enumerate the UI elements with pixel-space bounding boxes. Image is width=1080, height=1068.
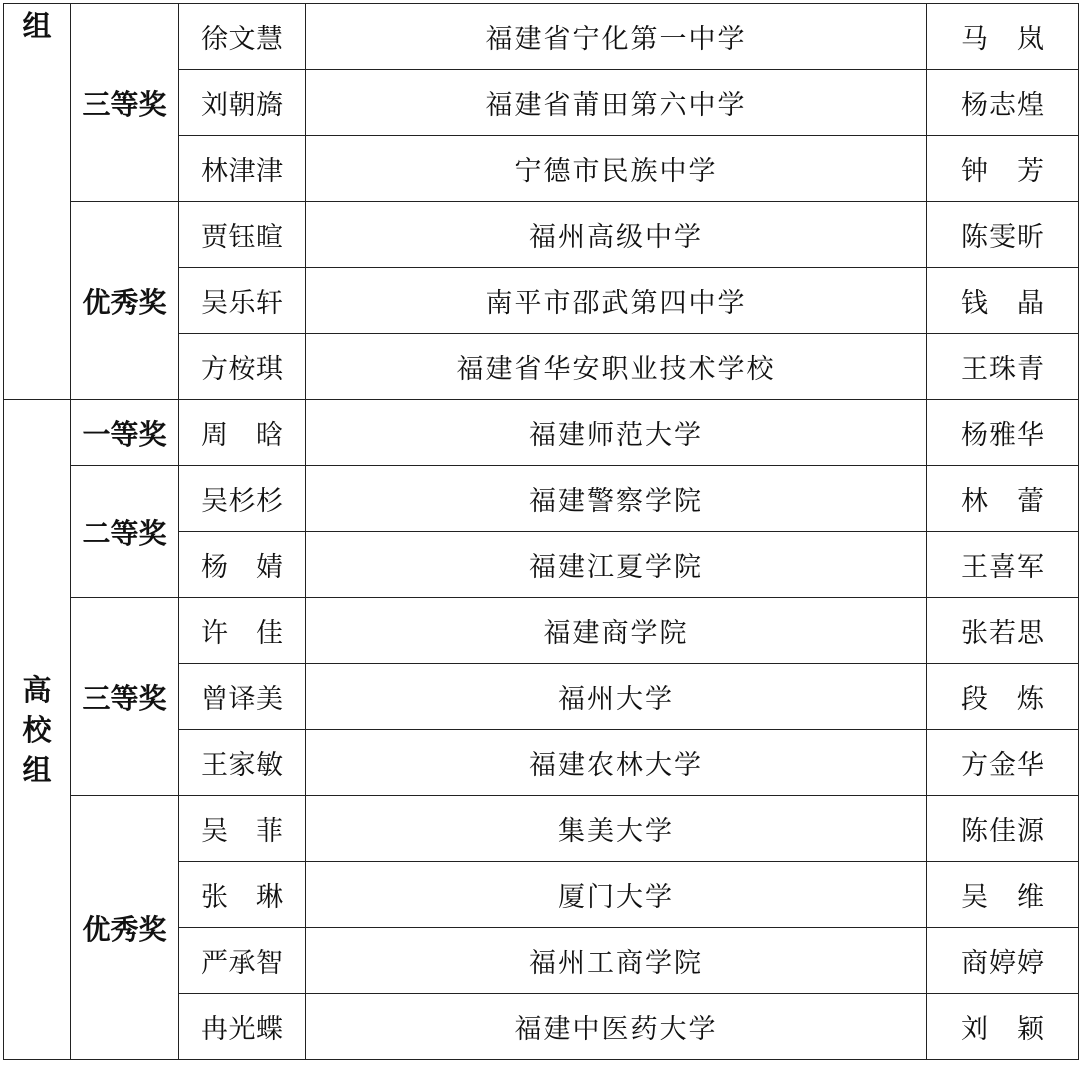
school-cell: 福州工商学院: [306, 928, 927, 994]
school-cell: 福建警察学院: [306, 466, 927, 532]
advisor-cell: 王珠青: [927, 334, 1079, 400]
table-row: [4, 796, 1079, 862]
school-cell: 福建师范大学: [306, 400, 927, 466]
advisor-cell: 刘颖: [927, 994, 1079, 1060]
school-cell: 福建省宁化第一中学: [306, 4, 927, 70]
student-name-cell: 徐文慧: [179, 4, 306, 70]
advisor-cell: 陈雯昕: [927, 202, 1079, 268]
student-name-cell: 杨婧: [179, 532, 306, 598]
student-name-cell: 王家敏: [179, 730, 306, 796]
table-row: [4, 466, 1079, 532]
school-cell: 福州大学: [306, 664, 927, 730]
student-name-cell: 许佳: [179, 598, 306, 664]
advisor-cell: 钟芳: [927, 136, 1079, 202]
student-name-cell: 曾译美: [179, 664, 306, 730]
group-char: 高: [22, 672, 52, 707]
award-level-cell: 三等奖: [71, 598, 179, 796]
group-char: 组: [22, 9, 52, 43]
award-level-cell: 优秀奖: [71, 202, 179, 400]
advisor-cell: 段炼: [927, 664, 1079, 730]
advisor-cell: 方金华: [927, 730, 1079, 796]
award-level-cell: 一等奖: [71, 400, 179, 466]
advisor-cell: 杨志煌: [927, 70, 1079, 136]
student-name-cell: 贾钰暄: [179, 202, 306, 268]
advisor-cell: 林蕾: [927, 466, 1079, 532]
student-name-cell: 严承智: [179, 928, 306, 994]
student-name-cell: 刘朝旖: [179, 70, 306, 136]
table-row: [4, 400, 1079, 466]
group-char: 校: [22, 712, 52, 747]
advisor-cell: 张若思: [927, 598, 1079, 664]
school-cell: 福建商学院: [306, 598, 927, 664]
student-name-cell: 吴杉杉: [179, 466, 306, 532]
school-cell: 福州高级中学: [306, 202, 927, 268]
award-level-cell: 二等奖: [71, 466, 179, 598]
awards-table-body: [4, 4, 1079, 1060]
school-cell: 福建中医药大学: [306, 994, 927, 1060]
advisor-cell: 吴维: [927, 862, 1079, 928]
student-name-cell: 周晗: [179, 400, 306, 466]
advisor-cell: 陈佳源: [927, 796, 1079, 862]
student-name-cell: 冉光蝶: [179, 994, 306, 1060]
school-cell: 厦门大学: [306, 862, 927, 928]
student-name-cell: 吴菲: [179, 796, 306, 862]
group-cell: [4, 400, 71, 1060]
school-cell: 福建省华安职业技术学校: [306, 334, 927, 400]
table-row: [4, 202, 1079, 268]
advisor-cell: 钱晶: [927, 268, 1079, 334]
table-row: [4, 598, 1079, 664]
advisor-cell: 商婷婷: [927, 928, 1079, 994]
school-cell: 宁德市民族中学: [306, 136, 927, 202]
advisor-cell: 王喜军: [927, 532, 1079, 598]
award-level-cell: 优秀奖: [71, 796, 179, 1060]
student-name-cell: 林津津: [179, 136, 306, 202]
school-cell: 福建江夏学院: [306, 532, 927, 598]
school-cell: 福建省莆田第六中学: [306, 70, 927, 136]
student-name-cell: 张琳: [179, 862, 306, 928]
student-name-cell: 方桉琪: [179, 334, 306, 400]
school-cell: 南平市邵武第四中学: [306, 268, 927, 334]
table-row: [4, 4, 1079, 70]
awards-table: [3, 3, 1079, 1060]
school-cell: 福建农林大学: [306, 730, 927, 796]
advisor-cell: 马岚: [927, 4, 1079, 70]
school-cell: 集美大学: [306, 796, 927, 862]
award-level-cell: 三等奖: [71, 4, 179, 202]
student-name-cell: 吴乐轩: [179, 268, 306, 334]
group-char: 组: [22, 752, 52, 787]
group-cell: [4, 4, 71, 400]
advisor-cell: 杨雅华: [927, 400, 1079, 466]
